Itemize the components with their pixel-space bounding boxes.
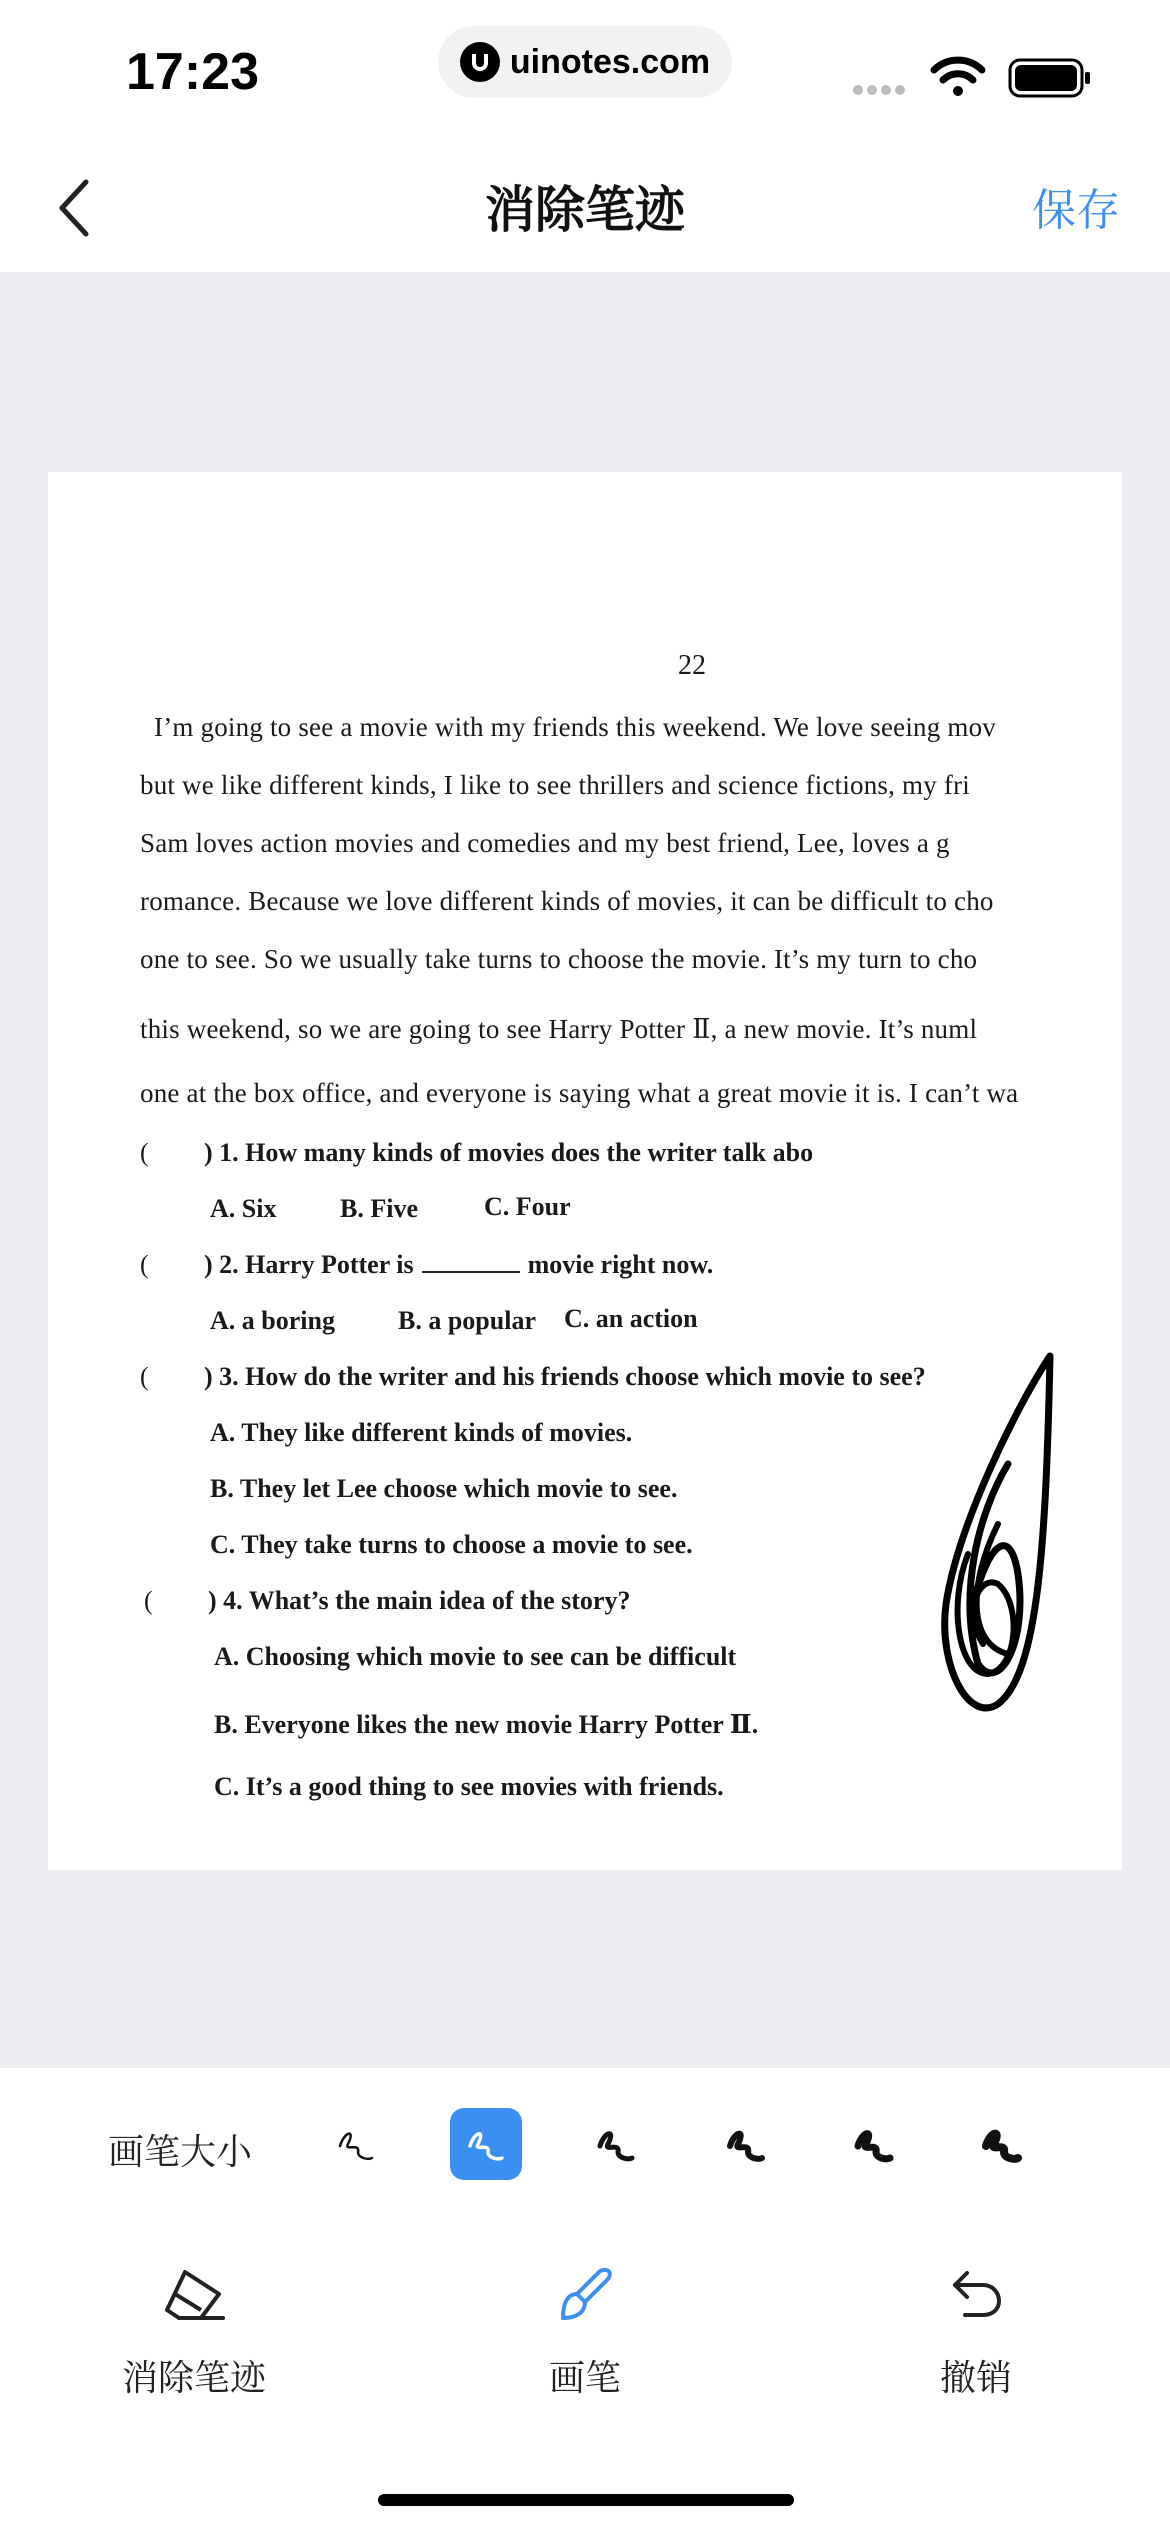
brush-stroke-icon	[980, 2122, 1024, 2166]
status-bar	[0, 0, 1170, 140]
paragraph-line: Sam loves action movies and comedies and my best friend, Lee, loves a g	[140, 828, 950, 858]
option-text: C. Four	[484, 1192, 571, 1221]
answer-paren: (	[144, 1586, 153, 1615]
option-text: C. an action	[564, 1304, 698, 1333]
wifi-icon	[930, 56, 986, 98]
brush-size-6[interactable]	[966, 2108, 1038, 2180]
question-text: ) 4. What’s the main idea of the story?	[208, 1586, 631, 1615]
save-button[interactable]: 保存	[1032, 185, 1120, 236]
option-text: B. Five	[340, 1194, 418, 1223]
url-pill[interactable]	[438, 26, 732, 98]
status-time: 17:23	[126, 43, 259, 101]
tool-label: 消除笔迹	[121, 2358, 266, 2399]
paragraph-line: romance. Because we love different kinds of movies, it can be difficult to cho	[140, 886, 994, 916]
option-text: A. Choosing which movie to see can be difficult	[214, 1642, 737, 1671]
option-text: A. They like different kinds of movies.	[210, 1418, 633, 1447]
paragraph-line: but we like different kinds, I like to see thrillers and science fictions, my fri	[140, 770, 970, 800]
undo-icon	[949, 2267, 1003, 2321]
option-text: B. Everyone likes the new movie Harry Potter Ⅱ.	[214, 1710, 759, 1739]
battery-icon	[1008, 58, 1092, 98]
option-text: A. Six	[210, 1194, 277, 1223]
question-text-before: ) 2. Harry Potter is	[204, 1250, 414, 1279]
brush-icon	[555, 2264, 615, 2324]
ink-scribble[interactable]	[938, 1344, 1068, 1724]
document-page[interactable]	[48, 472, 1122, 1870]
brush-tool-button[interactable]	[485, 2258, 685, 2401]
page-number: 22	[678, 650, 706, 681]
option-text: B. They let Lee choose which movie to see.	[210, 1474, 678, 1503]
bottom-toolbar	[0, 2068, 1170, 2532]
brush-size-1[interactable]	[320, 2108, 392, 2180]
answer-paren: (	[140, 1362, 149, 1391]
brush-size-4[interactable]	[710, 2108, 782, 2180]
paragraph-line: one at the box office, and everyone is saying what a great movie it is. I can’t wa	[140, 1078, 1019, 1108]
brush-stroke-icon	[594, 2122, 638, 2166]
option-text: B. a popular	[398, 1306, 536, 1335]
brush-stroke-icon	[334, 2122, 378, 2166]
question-text	[204, 1250, 713, 1280]
undo-button[interactable]	[876, 2258, 1076, 2401]
brush-stroke-icon	[852, 2122, 896, 2166]
signal-icon	[852, 84, 912, 96]
brush-stroke-icon	[724, 2122, 768, 2166]
brush-size-2[interactable]	[450, 2108, 522, 2180]
option-text: A. a boring	[210, 1306, 335, 1335]
home-indicator[interactable]	[378, 2494, 794, 2506]
page-title: 消除笔迹	[485, 181, 685, 239]
site-logo-icon	[460, 42, 500, 82]
question-text: ) 3. How do the writer and his friends choose which movie to see?	[204, 1362, 926, 1391]
brush-size-5[interactable]	[838, 2108, 910, 2180]
paragraph-line: one to see. So we usually take turns to choose the movie. It’s my turn to cho	[140, 944, 978, 974]
paragraph-line: this weekend, so we are going to see Harry Potter Ⅱ, a new movie. It’s numl	[140, 1014, 978, 1044]
answer-paren: (	[140, 1138, 149, 1167]
answer-blank	[422, 1271, 520, 1273]
canvas-area[interactable]	[0, 272, 1170, 2068]
nav-bar	[0, 140, 1170, 270]
option-text: C. They take turns to choose a movie to see.	[210, 1530, 693, 1559]
paragraph-line: I’m going to see a movie with my friends this weekend. We love seeing mov	[154, 712, 997, 742]
brush-size-3[interactable]	[580, 2108, 652, 2180]
tool-label: 画笔	[548, 2358, 621, 2399]
option-text: C. It’s a good thing to see movies with friends.	[214, 1772, 724, 1801]
question-text-after: movie right now.	[527, 1250, 714, 1279]
url-text: uinotes.com	[509, 42, 711, 81]
question-text: ) 1. How many kinds of movies does the writer talk abo	[204, 1138, 814, 1167]
tool-label: 撤销	[939, 2358, 1012, 2399]
erase-tool-button[interactable]	[94, 2258, 294, 2401]
answer-paren: (	[140, 1250, 149, 1279]
brush-stroke-icon	[464, 2122, 508, 2166]
eraser-icon	[161, 2264, 227, 2324]
brush-size-label: 画笔大小	[108, 2132, 253, 2173]
